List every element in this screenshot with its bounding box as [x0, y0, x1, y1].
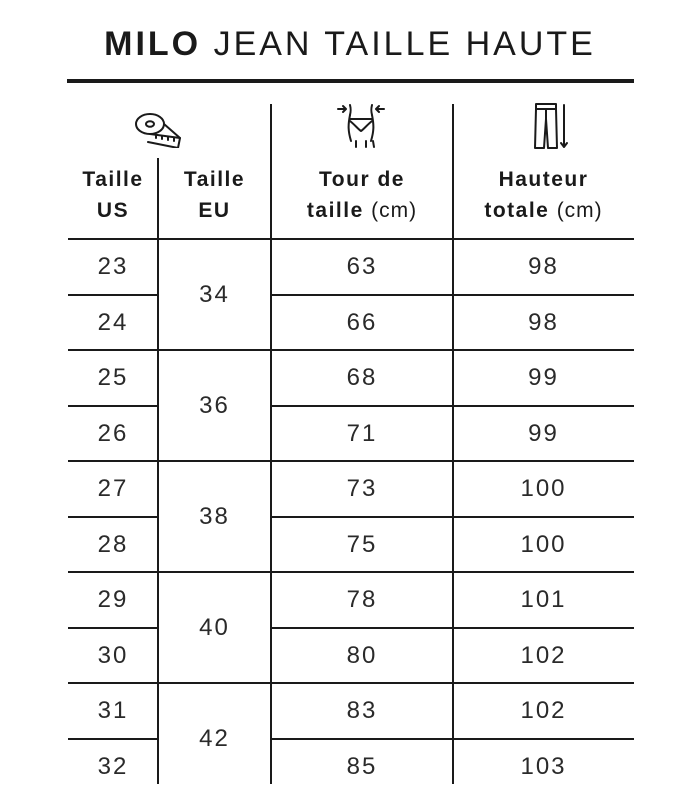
cell-us-size: 24 — [97, 308, 129, 336]
cell-height: 103 — [520, 752, 567, 780]
jeans-length-icon — [530, 101, 570, 151]
cell-waist: 80 — [346, 641, 378, 669]
cell-us-size: 31 — [97, 697, 129, 724]
cell-height: 99 — [528, 419, 559, 447]
cell-waist: 71 — [346, 419, 378, 447]
cell-height: 101 — [520, 586, 567, 613]
cell-waist: 66 — [346, 308, 378, 336]
cell-us-size: 26 — [97, 419, 129, 447]
cell-eu-size: 40 — [199, 614, 230, 641]
cell-waist: 73 — [346, 475, 378, 502]
brand-name: MILO — [104, 25, 202, 63]
cell-us-size: 23 — [97, 253, 129, 280]
cell-height: 98 — [528, 253, 559, 280]
column-header-height: Hauteur totale (cm) — [484, 168, 603, 222]
cell-waist: 78 — [346, 586, 378, 613]
column-header-us: Taille US — [82, 168, 144, 222]
cell-eu-size: 42 — [199, 725, 230, 752]
waist-icon — [336, 101, 386, 151]
cell-height: 100 — [520, 475, 567, 502]
cell-waist: 83 — [346, 697, 378, 724]
cell-waist: 85 — [346, 752, 378, 780]
title-underline — [67, 79, 634, 83]
cell-eu-size: 38 — [199, 503, 230, 530]
cell-us-size: 30 — [97, 641, 129, 669]
cell-height: 100 — [520, 530, 567, 558]
cell-height: 99 — [528, 364, 559, 391]
cell-us-size: 27 — [97, 475, 129, 502]
cell-us-size: 32 — [97, 752, 129, 780]
cell-eu-size: 36 — [199, 392, 230, 419]
cell-us-size: 25 — [97, 364, 129, 391]
cell-waist: 63 — [346, 253, 378, 280]
cell-eu-size: 34 — [199, 281, 230, 308]
cell-us-size: 29 — [97, 586, 129, 613]
cell-height: 98 — [528, 308, 559, 336]
cell-waist: 68 — [346, 364, 378, 391]
cell-waist: 75 — [346, 530, 378, 558]
product-name: JEAN TAILLE HAUTE — [213, 25, 596, 63]
cell-us-size: 28 — [97, 530, 129, 558]
column-header-waist: Tour de taille (cm) — [306, 168, 418, 222]
page-title — [0, 22, 700, 66]
cell-height: 102 — [520, 697, 567, 724]
measuring-tape-icon — [132, 108, 190, 148]
cell-height: 102 — [520, 641, 567, 669]
column-header-eu: Taille EU — [183, 168, 246, 222]
